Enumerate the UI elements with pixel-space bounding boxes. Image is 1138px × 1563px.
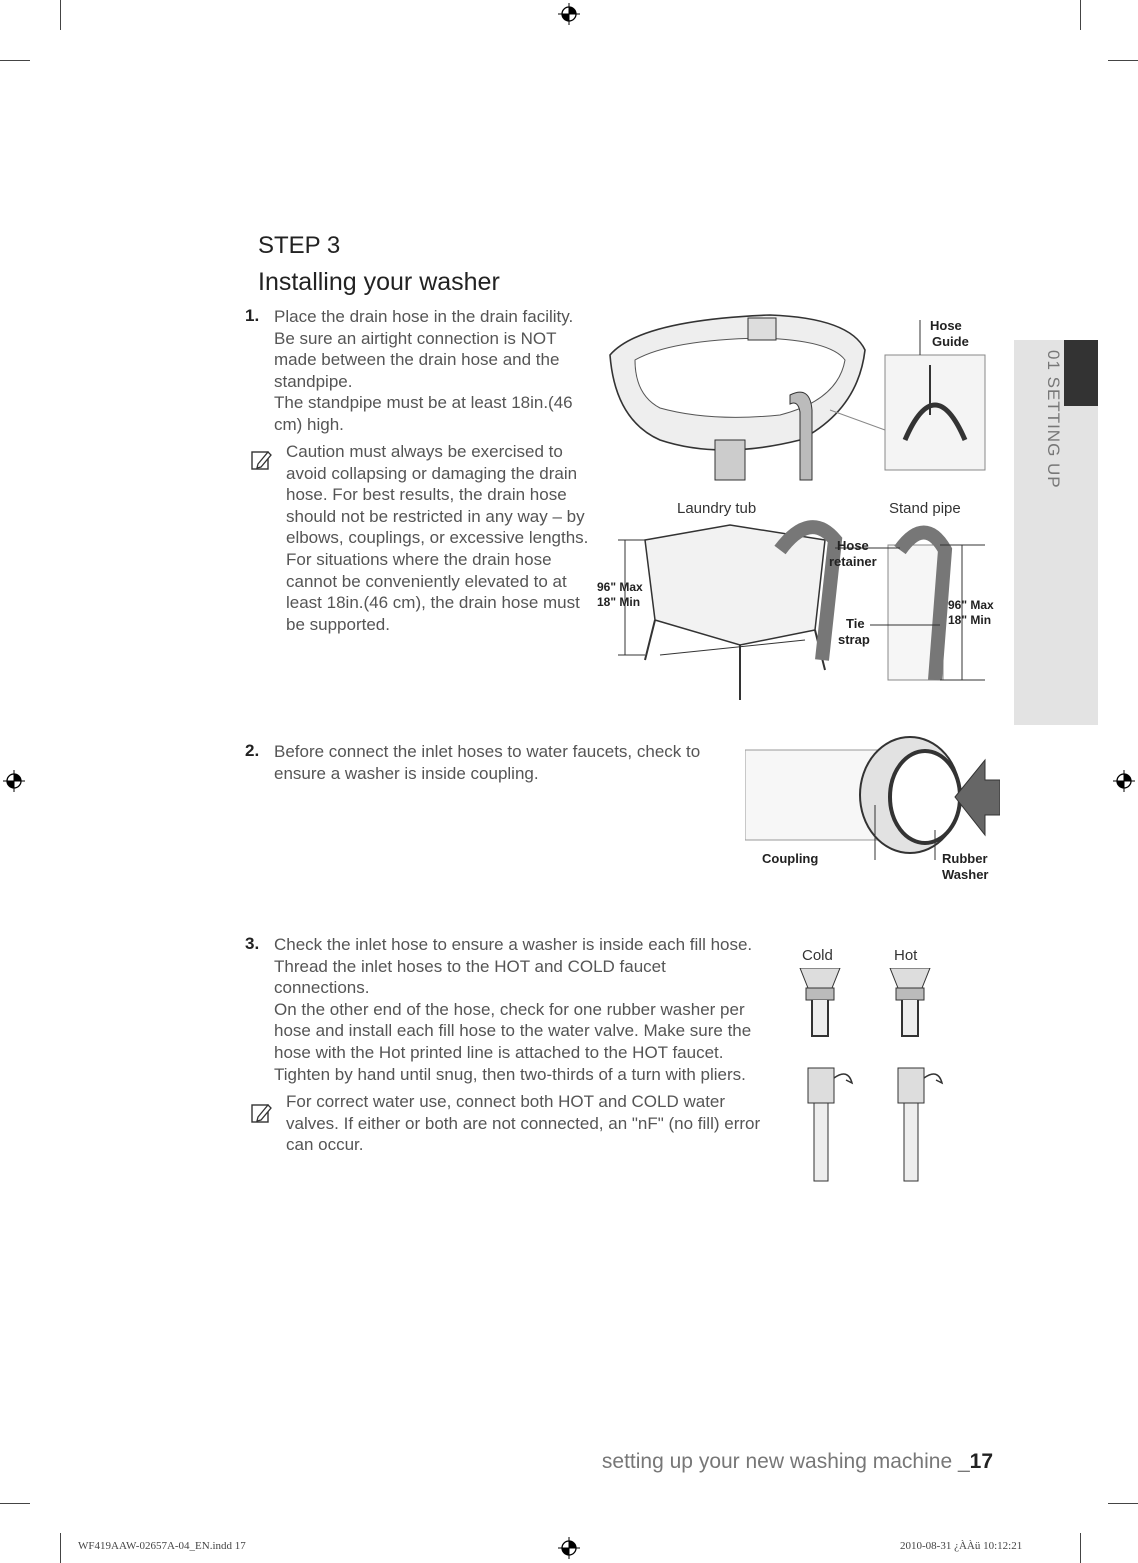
text-line: Place the drain hose in the drain facility. (274, 307, 574, 326)
hose-retainer-label (829, 538, 877, 570)
crop-mark (1108, 1503, 1138, 1504)
chapter-side-tab (1014, 340, 1098, 725)
laundry-tub-label: Laundry tub (677, 500, 757, 517)
label-line: Hose (837, 538, 869, 553)
note-line: elbows, couplings, or excessive lengths. (286, 528, 589, 548)
text-line: Thread the inlet hoses to the HOT and COLD faucet (274, 956, 666, 976)
label-line: retainer (829, 554, 877, 569)
item-number: 1. (245, 306, 260, 325)
text-line: Tighten by hand until snug, then two-thirds of a turn with pliers. (274, 1064, 746, 1084)
note-pencil-icon (251, 1102, 273, 1124)
crop-mark (1080, 0, 1081, 30)
text-line: hose and install each fill hose to the water valve. Make sure the (274, 1021, 752, 1041)
label-line: 18" Min (597, 595, 641, 609)
note-line: can occur. (286, 1135, 364, 1155)
item1-text (274, 306, 604, 436)
chapter-tab-label: 01 SETTING UP (1044, 350, 1063, 489)
step-heading: STEP 3 (258, 232, 341, 259)
page-footer (602, 1450, 993, 1474)
cold-label: Cold (802, 947, 833, 964)
note-line: avoid collapsing or damaging the drain (286, 463, 578, 483)
text-line: Be sure an airtight connection is NOT (274, 328, 557, 348)
print-slug-right: 2010-08-31 ¿ÀÀü 10:12:21 (900, 1540, 1023, 1552)
footer-text: setting up your new washing machine _ (601, 1450, 970, 1473)
label-line: Hose (930, 318, 962, 333)
rubber-washer-label (942, 851, 988, 883)
note-pencil-icon (251, 449, 273, 471)
note-line: should not be restricted in any way – by (286, 506, 585, 526)
faucet-connection-illustration (790, 968, 960, 1188)
registration-mark-icon (558, 1537, 580, 1559)
text-line: The standpipe must be at least 18in.(46 (274, 393, 573, 413)
text-line: On the other end of the hose, check for one rubber washer per (274, 999, 745, 1019)
text-line: Before connect the inlet hoses to water faucets, check to (274, 742, 701, 761)
text-line: Check the inlet hose to ensure a washer is inside each fill hose. (274, 935, 753, 954)
item-number: 3. (245, 934, 260, 953)
note-line: For situations where the drain hose (286, 549, 552, 569)
crop-mark (1080, 1533, 1081, 1563)
section-title: Installing your washer (258, 268, 500, 296)
registration-mark-icon (558, 3, 580, 25)
label-line: Guide (932, 334, 969, 349)
print-slug-left: WF419AAW-02657A-04_EN.indd 17 (78, 1540, 246, 1552)
note-line: least 18in.(46 cm), the drain hose must (286, 593, 580, 613)
text-line: made between the drain hose and the (274, 350, 560, 370)
label-line: strap (838, 632, 870, 647)
tie-strap-label (838, 616, 870, 648)
text-line: standpipe. (274, 371, 353, 391)
text-line: hose with the Hot printed line is attached to the HOT faucet. (274, 1042, 724, 1062)
height-range-left (597, 580, 643, 610)
crop-mark (60, 0, 61, 30)
crop-mark (1108, 60, 1138, 61)
note-line: be supported. (286, 614, 390, 634)
note-line: cannot be conveniently elevated to at (286, 571, 567, 591)
item-number: 2. (245, 741, 260, 760)
note-line: For correct water use, connect both HOT and COLD water (286, 1092, 726, 1111)
label-line: 96" Max (948, 598, 994, 612)
label-line: Tie (846, 616, 865, 631)
height-range-right (948, 598, 994, 628)
hose-guide-label (930, 318, 969, 350)
text-line: ensure a washer is inside coupling. (274, 763, 539, 783)
note-line: Caution must always be exercised to (286, 442, 563, 461)
text-line: cm) high. (274, 414, 344, 434)
item3-note (286, 1091, 786, 1156)
label-line: 96" Max (597, 580, 643, 594)
coupling-label: Coupling (762, 851, 819, 866)
stand-pipe-label: Stand pipe (889, 500, 961, 517)
item3-text (274, 934, 774, 1085)
text-line: connections. (274, 978, 370, 998)
page-number: 17 (969, 1450, 993, 1473)
item2-text (274, 741, 744, 784)
crop-mark (0, 1503, 30, 1504)
crop-mark (0, 60, 30, 61)
label-line: 18" Min (948, 613, 992, 627)
crop-mark (60, 1533, 61, 1563)
hot-label: Hot (894, 947, 918, 964)
note-line: valves. If either or both are not connected, an "nF" (no fill) error (286, 1113, 761, 1133)
registration-mark-icon (1113, 770, 1135, 792)
note-line: hose. For best results, the drain hose (286, 485, 567, 505)
label-line: Washer (942, 867, 989, 882)
coupling-washer-illustration (745, 735, 1000, 860)
item1-note (286, 441, 616, 635)
label-line: Rubber (942, 851, 988, 866)
chapter-tab-marker (1064, 340, 1098, 406)
registration-mark-icon (3, 770, 25, 792)
